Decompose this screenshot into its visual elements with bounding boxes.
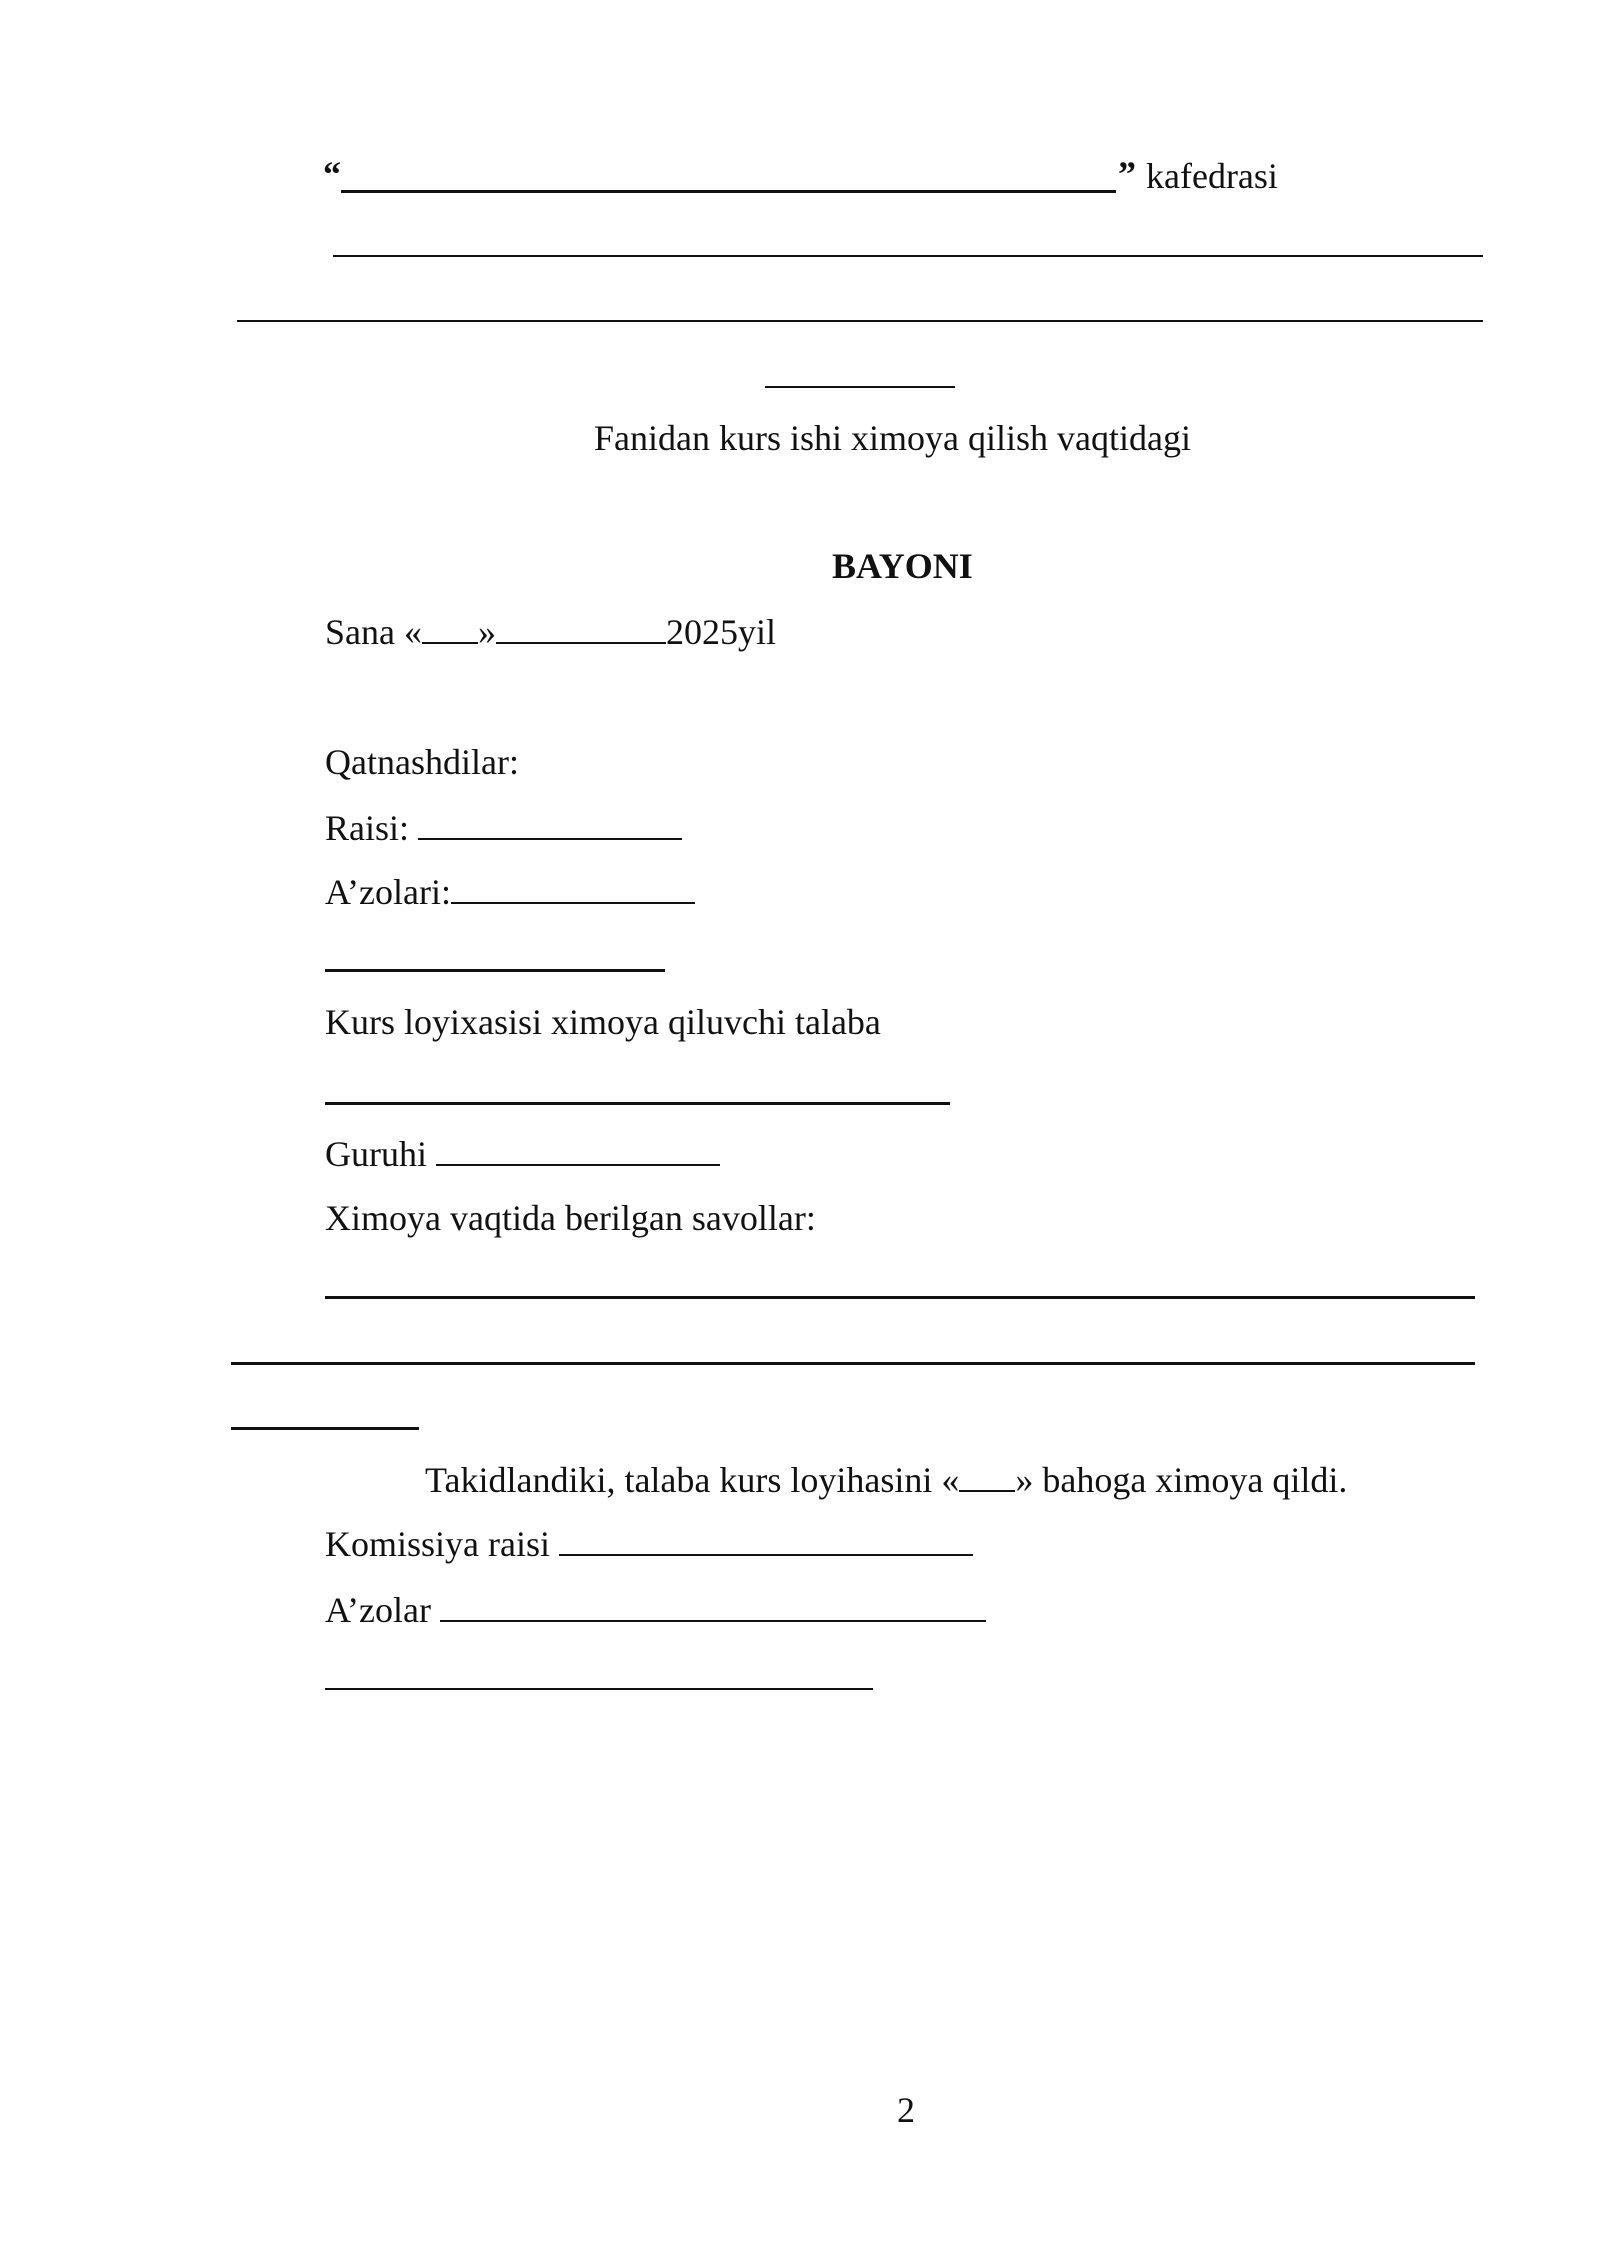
commission-chair-line bbox=[325, 1522, 973, 1566]
group-blank bbox=[436, 1134, 720, 1166]
commission-members-blank-line-2 bbox=[325, 1688, 873, 1690]
chair-label: Raisi: bbox=[325, 808, 410, 848]
questions-blank-line-2 bbox=[231, 1362, 1475, 1365]
result-line bbox=[425, 1458, 1347, 1502]
participants-heading: Qatnashdilar: bbox=[325, 742, 519, 782]
subject-line: Fanidan kurs ishi ximoya qilish vaqtidagi bbox=[594, 418, 1191, 458]
department-name-blank bbox=[341, 190, 1116, 193]
page-number: 2 bbox=[897, 2090, 915, 2130]
department-suffix: kafedrasi bbox=[1146, 156, 1278, 196]
commission-members-line bbox=[325, 1588, 986, 1632]
questions-blank-line-1 bbox=[325, 1296, 1475, 1299]
student-name-blank bbox=[325, 1102, 950, 1105]
document-title: BAYONI bbox=[832, 546, 973, 586]
questions-label: Ximoya vaqtida berilgan savollar: bbox=[325, 1198, 816, 1238]
grade-blank bbox=[959, 1460, 1015, 1492]
student-label: Kurs loyixasisi ximoya qiluvchi talaba bbox=[325, 1002, 881, 1042]
subject-blank-line-3 bbox=[765, 386, 955, 388]
members-line bbox=[325, 870, 695, 914]
members-blank bbox=[451, 872, 695, 904]
date-label: Sana « bbox=[325, 612, 422, 652]
commission-chair-blank bbox=[559, 1524, 973, 1556]
chair-line bbox=[325, 806, 682, 850]
commission-members-blank bbox=[440, 1590, 986, 1622]
members-label: A’zolari: bbox=[325, 872, 451, 912]
close-quote: ” bbox=[1118, 154, 1136, 194]
date-month-blank bbox=[496, 612, 666, 644]
result-prefix: Takidlandiki, talaba kurs loyihasini « bbox=[425, 1460, 960, 1500]
commission-members-label: A’zolar bbox=[325, 1590, 431, 1630]
result-suffix: » bahoga ximoya qildi. bbox=[1015, 1460, 1348, 1500]
open-quote: “ bbox=[323, 154, 341, 194]
group-label: Guruhi bbox=[325, 1134, 427, 1174]
date-close: » bbox=[477, 612, 496, 652]
chair-blank bbox=[418, 808, 682, 840]
subject-blank-line-1 bbox=[333, 255, 1483, 257]
members-blank-line-2 bbox=[325, 969, 665, 972]
date-day-blank bbox=[422, 612, 478, 644]
questions-blank-line-3 bbox=[231, 1427, 419, 1430]
date-year: 2025yil bbox=[665, 612, 776, 652]
commission-chair-label: Komissiya raisi bbox=[325, 1524, 550, 1564]
subject-blank-line-2 bbox=[237, 320, 1483, 322]
group-line bbox=[325, 1132, 720, 1176]
date-line bbox=[325, 610, 776, 654]
